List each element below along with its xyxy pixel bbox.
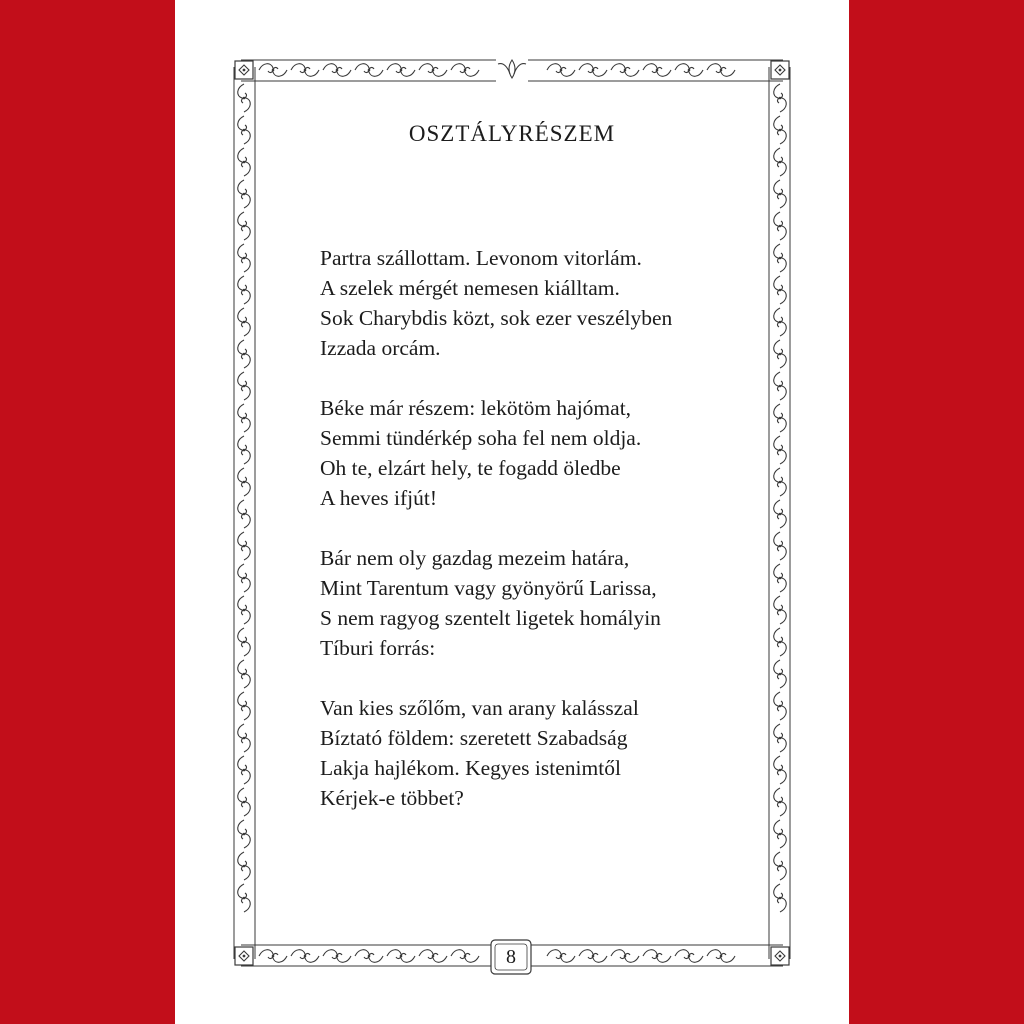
poem-line: Sok Charybdis közt, sok ezer veszélyben xyxy=(320,306,673,330)
page-number: 8 xyxy=(506,946,516,968)
poem-line: Kérjek-e többet? xyxy=(320,786,464,810)
poem-line: Tíburi forrás: xyxy=(320,636,436,660)
stanza xyxy=(320,393,740,513)
poem-line: Béke már részem: lekötöm hajómat, xyxy=(320,396,632,420)
poem-line: Izzada orcám. xyxy=(320,336,441,360)
poem-line: A heves ifjút! xyxy=(320,486,438,510)
stanza xyxy=(320,543,740,663)
poem-line: Lakja hajlékom. Kegyes istenimtől xyxy=(320,756,621,780)
poem-line: Semmi tündérkép soha fel nem oldja. xyxy=(320,426,642,450)
top-center-ornament xyxy=(496,58,528,82)
poem-line: Bíztató földem: szeretett Szabadság xyxy=(320,726,628,750)
poem-line: Bár nem oly gazdag mezeim határa, xyxy=(320,546,630,570)
poem-line: Mint Tarentum vagy gyönyörű Larissa, xyxy=(320,576,657,600)
poem-line: A szelek mérgét nemesen kiálltam. xyxy=(320,276,620,300)
stanza xyxy=(320,243,740,363)
poem-title: OSZTÁLYRÉSZEM xyxy=(408,121,616,146)
poem-line: Van kies szőlőm, van arany kalásszal xyxy=(320,696,639,720)
poem-line: S nem ragyog szentelt ligetek homályin xyxy=(320,606,661,630)
poem-line: Oh te, elzárt hely, te fogadd öledbe xyxy=(320,456,621,480)
stanza xyxy=(320,693,740,813)
book-page xyxy=(175,0,849,1024)
poem-body xyxy=(320,243,740,843)
poem-line: Partra szállottam. Levonom vitorlám. xyxy=(320,246,642,270)
